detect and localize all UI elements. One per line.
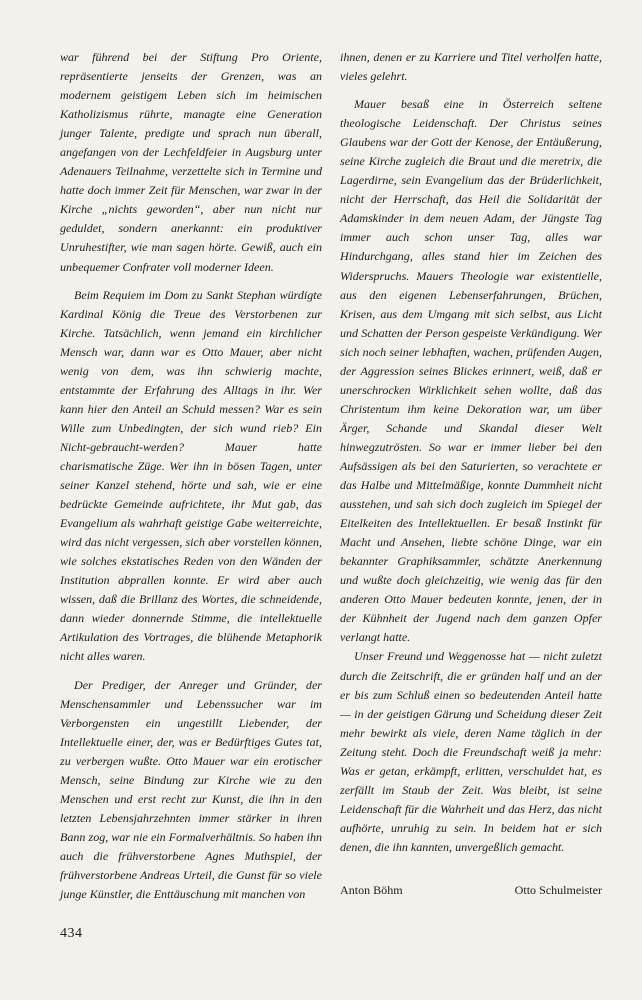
paragraph: Mauer besaß eine in Österreich seltene theologische Leidenschaft. Der Christus seines Glaubens war der Gott der Kenose, der Entäußerung, seine Kirche zugleich die Braut und die meretrix, die Lagerdirne, sein Evangelium das der Brüderlichkeit, nicht der Herrschaft, das Heil die Solidarität der Adamskinder in dem neuen Adam, der Jüngste Tag immer auch schon unser Tag, alles war Hindurchgang, alles stand hier im Zeichen des Widerspruchs. Mauers Theologie war existentielle, aus den eigenen Lebenserfahrungen, Brüchen, Krisen, aus dem Umgang mit sich selbst, aus Licht und Schatten der Person gespeiste Verkündigung. Wer sich noch seiner lebhaften, wachen, prüfenden Augen, der Aggression seines Blickes erinnert, weiß, daß er unerschrocken Wirklichkeit sehen wollte, daß das Christentum ihm keine Dekoration war, um über Ärger, Schande und Skandal dieser Welt hinwegzutrösten. So war er immer lieber bei den Aufsässigen als bei den Saturierten, so verachtete er das Halbe und Mittelmäßige, konnte Dummheit nicht ausstehen, und sah sich doch zugleich im Spiegel der Eitelkeiten des Intellektuellen. Er besaß Instinkt für Macht und Ansehen, liebte schöne Dinge, war ein bekannter Graphiksammler, schätzte Anerkennung und wußte doch gleichzeitig, wie wenig das für den anderen Otto Mauer bedeuten konnte, jenen, der in der Kühnheit der Jugend nach dem ganzen Opfer verlangt hatte. [340, 97, 602, 645]
paragraph: Beim Requiem im Dom zu Sankt Stephan würdigte Kardinal König die Treue des Verstorbenen zur Kirche. Tatsächlich, wenn jemand ein kirchlicher Mensch war, dann war es Otto Mauer, aber nicht wenig von dem, was ihn schwierig machte, entstammte der Erfahrung des Alltags in ihr. Wer kann hier den Anteil an Schuld messen? War es sein Wille zum Unbedingten, der sich wund rieb? Ein Nicht-gebraucht-werden? Mauer hatte charismatische Züge. Wer ihn in bösen Tagen, unter seiner Kanzel stehend, hörte und sah, wie er eine bedrückte Gemeinde aufrichtete, ihr Mut gab, das Evangelium als wahrhaft geistige Gabe weiterreichte, wird das nicht vergessen, sich aber vorstellen können, wie solches ekstatisches Reden von den Wänden der Institution abprallen konnte. Er wird aber auch wissen, daß die Brillanz des Wortes, die schneidende, dann wieder donnernde Stimme, die intellektuelle Artikulation des Vortrages, die blühende Metaphorik nicht alles waren. [60, 287, 322, 664]
paragraph: war führend bei der Stiftung Pro Oriente, repräsentierte jenseits der Grenzen, was an modernem geistigem Leben sich im heimischen Katholizismus rührte, managte eine Generation junger Talente, predigte und sprach nun überall, angefangen von der Lechfeldfeier in Augsburg unter Adenauers Teilnahme, verzettelte sich in Termine und hatte doch immer Zeit für Menschen, war zwar in der Kirche „nichts geworden“, aber nun nicht nur geduldet, sondern anerkannt: ein produktiver Unruhestifter, wie man sagen hörte. Gewiß, auch ein unbequemer Confrater voll moderner Ideen. [60, 50, 322, 274]
author-signature: Anton Böhm [340, 883, 403, 897]
paragraph: ihnen, denen er zu Karriere und Titel verholfen hatte, vieles gelehrt. [340, 50, 602, 84]
paragraph: Unser Freund und Weggenosse hat — nicht zuletzt durch die Zeitschrift, die er gründen half und an der er bis zum Schluß einen so bedeutenden Anteil hatte — in der geistigen Gärung und Scheidung dieser Zeit mehr bewirkt als viele, deren Name täglich in der Zeitung steht. Doch die Freundschaft weiß ja mehr: Was er getan, erkämpft, erlitten, verschuldet hat, es zerfällt im Staub der Zeit. Was bleibt, ist seine Leidenschaft für die Wahrheit und das Herz, das nicht aufhörte, unruhig zu sein. In beidem hat er sich denen, die ihn kannten, unvergeßlich gemacht. [340, 649, 602, 854]
paragraph: Der Prediger, der Anreger und Gründer, der Menschensammler und Lebenssucher war im Verborgensten ein ungestillt Liebender, der Intellektuelle einer, der, was er Bedürftiges Gutes tat, zu verbergen wußte. Otto Mauer war ein erotischer Mensch, seine Bindung zur Kirche wie zu den Menschen und erst recht zur Kunst, die ihn in den letzten Lebensjahrzehnten immer stärker in ihren Bann zog, war nie ein Formalverhältnis. So haben ihn auch die frühverstorbene Agnes Muthspiel, der frühverstorbene Andreas Urteil, die Gunst für so viele junge Künstler, die Enttäuschung mit manchen von [60, 677, 322, 902]
right-text-column [340, 48, 602, 857]
signature-line [340, 883, 602, 898]
page-number: 434 [60, 926, 83, 941]
left-text-column [60, 48, 322, 904]
author-signature: Otto Schulmeister [514, 883, 602, 897]
